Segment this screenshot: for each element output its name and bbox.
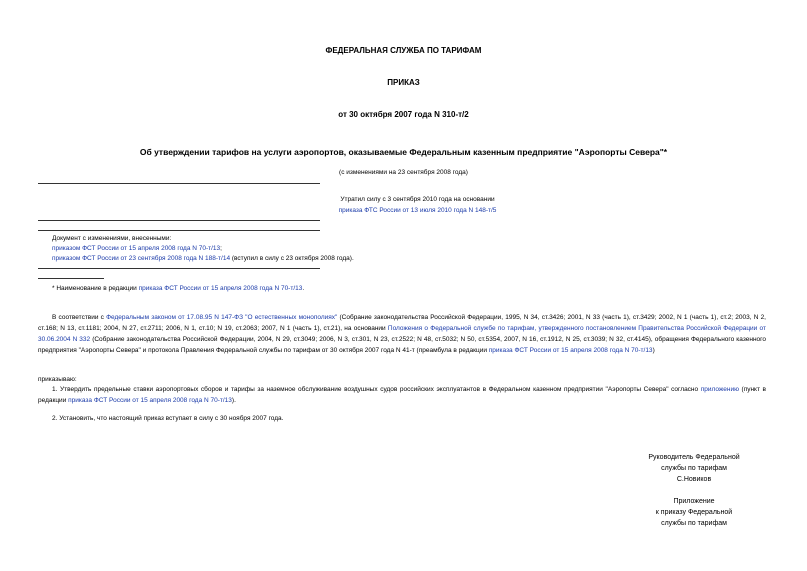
agency-heading: ФЕДЕРАЛЬНАЯ СЛУЖБА ПО ТАРИФАМ (325, 46, 482, 55)
appendix-line-1: Приложение (673, 498, 715, 505)
clause-1 (38, 384, 766, 406)
preamble-text-a: В соответствии с (52, 314, 107, 321)
preamble-amend-link[interactable]: приказа ФСТ России от 15 апреля 2008 года N 70-т/13 (488, 347, 653, 354)
regulation-link[interactable]: Положения о Федеральной службе по тарифам, утвержденного постановлением Правительства Российской Федерации от 30.06.2004 N 332 (38, 325, 766, 343)
amendment-note: (с изменениями на 23 сентября 2008 года) (339, 169, 468, 176)
signature-title-2: службы по тарифам (661, 465, 727, 472)
clause-1-amend-link[interactable]: приказа ФСТ России от 15 апреля 2008 года N 70-т/13 (68, 397, 232, 404)
federal-law-link[interactable]: Федеральным законом от 17.08.95 N 147-ФЗ "О естественных монополиях" (106, 314, 338, 321)
footnote (52, 283, 304, 294)
clause-1-text-a: 1. Утвердить предельные ставки аэропортовых сборов и тарифы за наземное обслуживание воздушных судов российских эксплуатантов в Федеральном казенном предприятии "Аэропорты Севера" согласно (52, 386, 701, 393)
divider (38, 220, 320, 221)
changes-item-1-tail: ; (220, 245, 222, 252)
doc-type-heading: ПРИКАЗ (387, 78, 420, 87)
footnote-pre: * Наименование в редакции (52, 285, 139, 292)
preamble-paragraph (38, 312, 766, 356)
change-order-link-2[interactable]: приказом ФСТ России от 23 сентября 2008 года N 188-т/14 (52, 255, 231, 262)
expired-order-link[interactable]: приказа ФТС России от 13 июля 2010 года N 148-т/5 (338, 207, 497, 214)
expired-link-row (14, 207, 807, 214)
appendix-line-2: к приказу Федеральной (655, 509, 733, 516)
footnote-post: . (302, 285, 305, 292)
changes-item-2-tail: (вступил в силу с 23 октября 2008 года). (230, 255, 354, 262)
date-number-heading: от 30 октября 2007 года N 310-т/2 (338, 110, 469, 119)
divider (38, 268, 320, 269)
clause-1-text-b: (пункт в редакции (38, 386, 766, 404)
appendix-link[interactable]: приложению (700, 386, 739, 393)
divider (38, 230, 320, 231)
changes-intro: Документ с изменениями, внесенными: (52, 235, 172, 242)
expired-note: Утратил силу с 3 сентября 2010 года на основании (340, 196, 495, 203)
signature-title-1: Руководитель Федеральной (648, 454, 740, 461)
order-word: приказываю: (38, 376, 77, 383)
footnote-link[interactable]: приказа ФСТ России от 15 апреля 2008 года N 70-т/13 (138, 285, 303, 292)
preamble-text-b: (Собрание законодательства Российской Федерации, 1995, N 34, ст.3426; 2001, N 33 (часть 1), ст.3429; 2002, N 1 (часть 1), ст.2; 2003, N 2, ст.168; N 13, ст.1181; 2004, N 27, ст.2711; 2006, N 1, ст.10; N 19, ст.2063; 2007, N 1 (часть 1), ст.21), на основании (38, 314, 766, 332)
changes-item-2 (52, 253, 354, 264)
signature-name: С.Новиков (676, 476, 712, 483)
clause-1-text-c: ). (231, 397, 236, 404)
divider (38, 183, 320, 184)
preamble-text-c: (Собрание законодательства Российской Федерации, 2004, N 29, ст.3049; 2006, N 3, ст.301, N 23, ст.2522; N 48, ст.5032; N 50, ст.5354, 2007, N 16, ст.1912, N 25, ст.3039; N 32, ст.4145), обращения Федерального казенного предприятия "Аэропорты Севера" и протокола Правления Федеральной службы по тарифам от 30 октября 2007 года N 41-т (преамбула в редакции (38, 336, 766, 354)
preamble-text-d: ) (652, 347, 655, 354)
change-order-link-1[interactable]: приказом ФСТ России от 15 апреля 2008 года N 70-т/13 (52, 245, 221, 252)
footnote-divider (38, 278, 104, 279)
appendix-block (619, 496, 769, 529)
clause-2: 2. Установить, что настоящий приказ вступает в силу с 30 ноября 2007 года. (52, 415, 284, 422)
document-title: Об утверждении тарифов на услуги аэропортов, оказываемые Федеральным казенным предприятие "Аэропорты Севера"* (139, 147, 668, 157)
signature-block (619, 452, 769, 485)
appendix-line-3: службы по тарифам (661, 520, 727, 527)
